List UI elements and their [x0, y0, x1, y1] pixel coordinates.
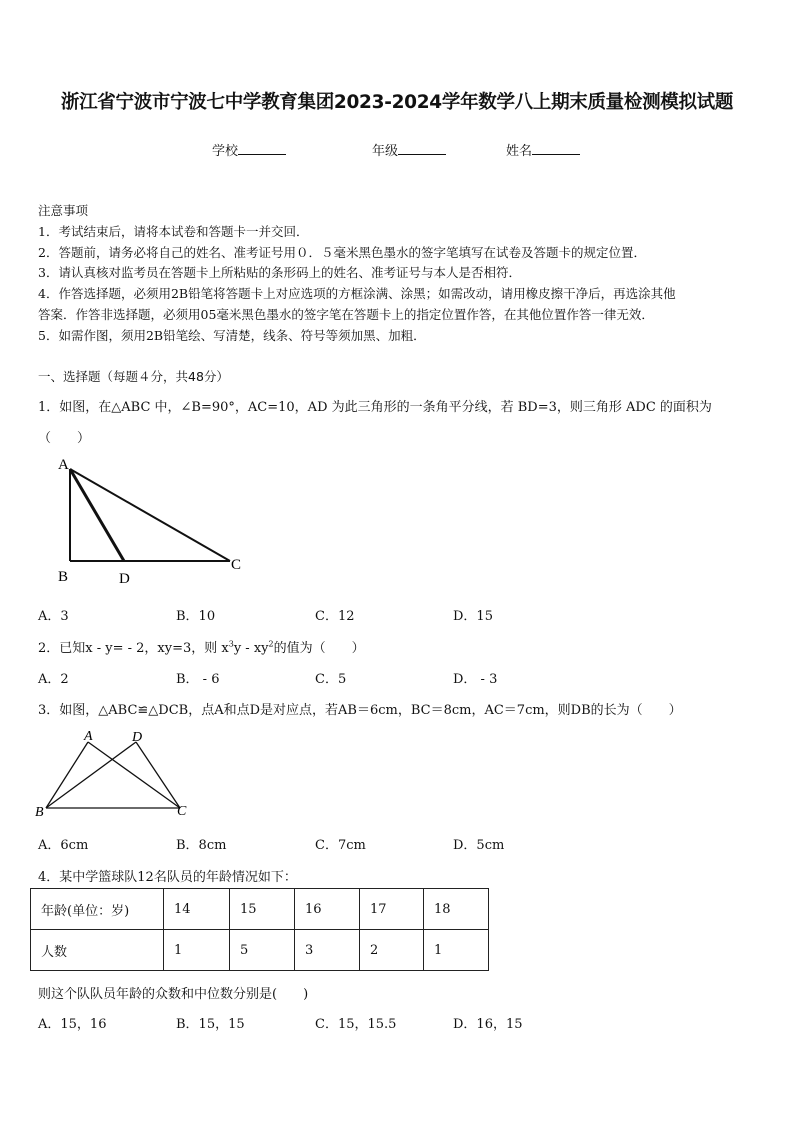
page-title: 浙江省宁波市宁波七中学教育集团2023-2024学年数学八上期末质量检测模拟试题: [60, 92, 734, 113]
grade-blank: [398, 142, 446, 155]
school-blank: [238, 142, 286, 155]
q1-paren: （ ）: [38, 431, 91, 446]
table-cell: 15: [230, 889, 295, 930]
note-item: 3．请认真核对监考员在答题卡上所粘贴的条形码上的姓名、准考证号与本人是否相符．: [38, 265, 521, 281]
name-label: 姓名: [506, 144, 533, 159]
notes-block: [38, 201, 676, 347]
q3-option-b: B．8cm: [176, 838, 227, 853]
q1-side-ac: [70, 469, 230, 561]
school-label: 学校: [212, 144, 239, 159]
q2-text: [38, 637, 365, 656]
q2-option-c: C．5: [315, 672, 347, 687]
q3-option-d: D．5cm: [453, 838, 505, 853]
q2-text-prefix: 2．已知x - y= - 2，xy=3，则 x: [38, 641, 229, 656]
name-blank: [532, 142, 580, 155]
q4-option-c: C．15，15.5: [315, 1017, 397, 1032]
q3-option-c: C．7cm: [315, 838, 366, 853]
q2-text-suffix: 的值为（ ）: [273, 641, 365, 656]
q4-option-a: A．15，16: [38, 1017, 107, 1032]
q1-option-d: D．15: [453, 609, 493, 624]
q3-option-a: A．6cm: [38, 838, 89, 853]
table-row: [31, 930, 489, 971]
table-cell: 1: [424, 930, 489, 971]
q2-exp-1: 3: [228, 639, 234, 649]
q3-side-ba: [46, 742, 88, 808]
q3-text: 3．如图，△ABC≌△DCB，点A和点D是对应点，若AB＝6cm，BC＝8cm，AC＝7cm，则DB的长为（ ）: [38, 703, 682, 718]
age-table: [30, 888, 489, 971]
q2-option-d: D． - 3: [453, 672, 498, 687]
grade-field: [372, 140, 446, 159]
note-item: 1．考试结束后，请将本试卷和答题卡一并交回．: [38, 223, 309, 239]
table-cell: 年龄(单位：岁): [31, 889, 164, 930]
q3-side-ac: [88, 742, 180, 808]
q3-label-a: A: [84, 729, 93, 744]
q3-label-b: B: [35, 805, 44, 820]
q4-text: 4．某中学篮球队12名队员的年龄情况如下：: [38, 870, 297, 885]
q1-figure: [50, 455, 250, 590]
table-cell: 3: [295, 930, 360, 971]
q1-bisector-ad: [70, 469, 124, 561]
q3-side-dc: [136, 742, 180, 808]
q1-option-a: A．3: [38, 609, 69, 624]
school-field: [212, 140, 286, 159]
q4-option-d: D．16，15: [453, 1017, 523, 1032]
q1-text: 1．如图，在△ABC 中，∠B=90°，AC=10，AD 为此三角形的一条角平分线，若 BD=3，则三角形 ADC 的面积为: [38, 400, 712, 415]
q4-question: 则这个队队员年龄的众数和中位数分别是( ): [38, 987, 309, 1002]
q3-side-bd: [46, 742, 136, 808]
name-field: [506, 140, 580, 159]
q1-label-b: B: [58, 569, 69, 585]
q4-option-b: B．15，15: [176, 1017, 245, 1032]
note-item: 答案．作答非选择题，必须用05毫米黑色墨水的签字笔在答题卡上的指定位置作答，在其他位置作答一律无效．: [38, 306, 654, 322]
q2-text-mid: y - xy: [233, 641, 269, 656]
table-cell: 2: [360, 930, 424, 971]
q3-label-d: D: [132, 730, 143, 745]
grade-label: 年级: [372, 144, 399, 159]
table-cell: 16: [295, 889, 360, 930]
table-cell: 人数: [31, 930, 164, 971]
table-cell: 1: [164, 930, 230, 971]
notes-heading: 注意事项: [38, 203, 89, 218]
note-item: 5．如需作图，须用2B铅笔绘、写清楚，线条、符号等须加黑、加粗．: [38, 327, 426, 343]
q1-option-b: B．10: [176, 609, 216, 624]
q3-label-c: C: [177, 804, 187, 819]
table-cell: 18: [424, 889, 489, 930]
q1-label-d: D: [119, 571, 130, 587]
q3-figure: [30, 726, 200, 826]
q2-option-b: B． - 6: [176, 672, 220, 687]
q1-label-a: A: [58, 457, 69, 473]
table-row: [31, 889, 489, 930]
section-heading: 一、选择题（每题４分，共48分）: [38, 369, 229, 384]
note-item: 4．作答选择题，必须用2B铅笔将答题卡上对应选项的方框涂满、涂黑；如需改动，请用橡皮擦干净后，再选涂其他: [38, 286, 676, 302]
table-cell: 17: [360, 889, 424, 930]
q2-exp-2: 2: [268, 639, 274, 649]
note-item: 2．答题前，请务必将自己的姓名、准考证号用０．５毫米黑色墨水的签字笔填写在试卷及答题卡的规定位置．: [38, 244, 646, 260]
q1-option-c: C．12: [315, 609, 355, 624]
q1-label-c: C: [231, 557, 242, 573]
q2-option-a: A．2: [38, 672, 69, 687]
table-cell: 5: [230, 930, 295, 971]
table-cell: 14: [164, 889, 230, 930]
